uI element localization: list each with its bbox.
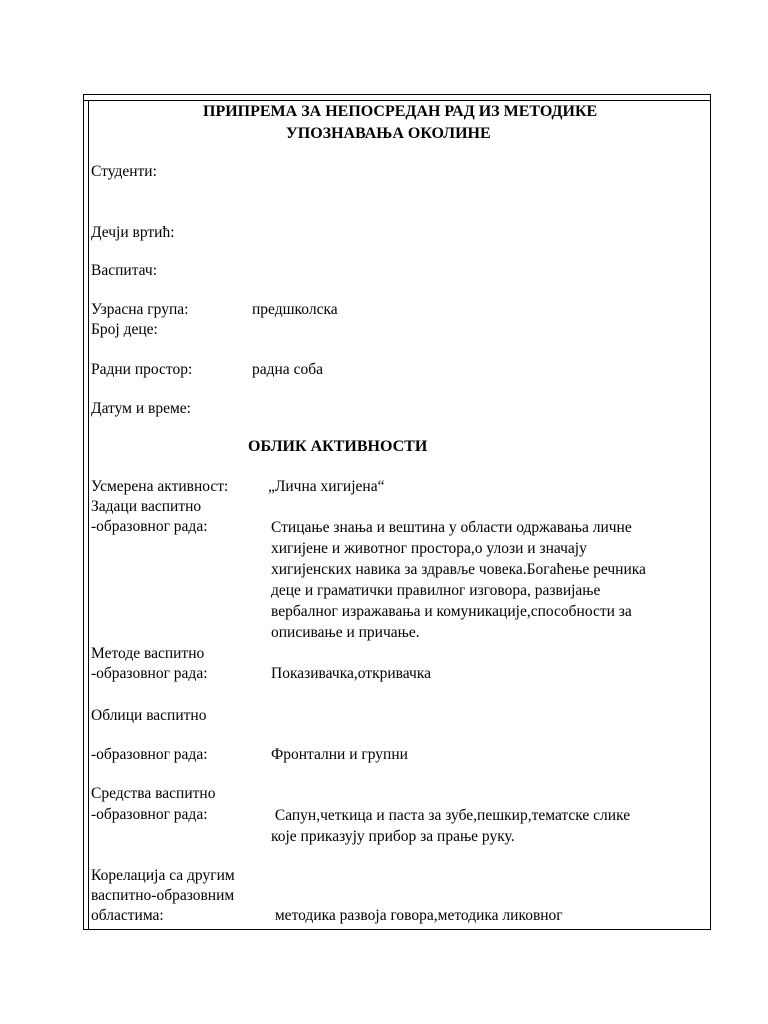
children-count-label: Број деце: <box>91 321 158 338</box>
workspace-label: Радни простор: <box>91 361 193 378</box>
correlation-label-line-1: Корелација са другим <box>91 867 235 884</box>
tasks-line: хигијенских навика за здравље човека.Богаћење речника <box>271 561 646 578</box>
means-label-line-2: -образовног рада: <box>91 806 208 823</box>
means-line: које приказују прибор за прање руку. <box>271 828 515 845</box>
correlation-label-line-2: васпитно-образовним <box>91 887 235 904</box>
tasks-paragraph <box>271 517 646 643</box>
forms-label-line-1: Облици васпитно <box>91 707 207 724</box>
datetime-label: Датум и време: <box>91 400 191 417</box>
means-paragraph <box>271 805 630 847</box>
methods-value: Показивачка,откривачка <box>271 665 431 682</box>
tasks-label-line-2: -образовног рада: <box>91 518 208 535</box>
directed-activity-value: „Лична хигијена“ <box>268 478 385 495</box>
document-border-inner-left <box>88 100 89 930</box>
teacher-label: Васпитач: <box>91 262 158 279</box>
forms-label-line-2: -образовног рада: <box>91 746 208 763</box>
workspace-value: радна соба <box>252 361 323 378</box>
correlation-label-line-3: областима: <box>91 907 164 924</box>
means-line: Сапун,четкица и паста за зубе,пешкир,тематске слике <box>271 807 631 824</box>
forms-value: Фронтални и групни <box>271 746 408 763</box>
students-label: Студенти: <box>91 163 157 180</box>
age-group-value: предшколска <box>252 301 338 318</box>
kindergarten-label: Дечји вртић: <box>91 224 175 241</box>
activity-heading: ОБЛИК АКТИВНОСТИ <box>248 438 428 455</box>
tasks-line: вербалног изражавања и комуникације,способности за <box>271 603 632 620</box>
age-group-label: Узрасна група: <box>91 301 189 318</box>
title-line-2: УПОЗНАВАЊА ОКОЛИНЕ <box>286 125 491 142</box>
methods-label-line-2: -образовног рада: <box>91 665 208 682</box>
document-border-inner-top <box>83 100 711 101</box>
title-line-1: ПРИПРЕМА ЗА НЕПОСРЕДАН РАД ИЗ МЕТОДИКЕ <box>203 103 598 120</box>
tasks-line: описивање и причање. <box>271 624 420 641</box>
tasks-line: деце и граматички правилног изговора, развијање <box>271 582 601 599</box>
tasks-line: хигијене и животног простора,о улози и значају <box>271 540 587 557</box>
directed-activity-label: Усмерена активност: <box>91 478 229 495</box>
tasks-line: Стицање знања и вештина у области одржавања личне <box>271 519 632 536</box>
means-label-line-1: Средства васпитно <box>91 785 216 802</box>
correlation-value: методика развоја говора,методика ликовног <box>271 907 563 924</box>
tasks-label-line-1: Задаци васпитно <box>91 498 202 515</box>
methods-label-line-1: Методе васпитно <box>91 645 205 662</box>
